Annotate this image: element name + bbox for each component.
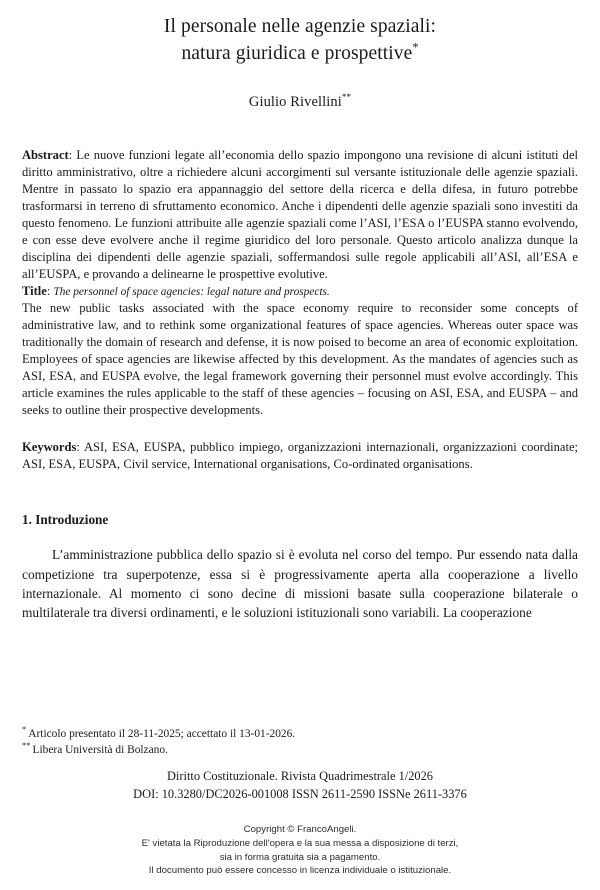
abstract-english-block [22,283,578,419]
copyright-line-2: E' vietata la Riproduzione dell'opera e la sua messa a disposizione di terzi, [141,837,459,849]
journal-info-block [22,768,578,803]
copyright-line-3: sia in forma gratuita sia a pagamento. [219,851,381,863]
copyright-line-1: Copyright © FrancoAngeli. [243,824,357,835]
title-line-2-text: natura giuridica e prospettive [181,42,413,64]
author-line [22,91,578,111]
footnote-1 [22,726,578,742]
title-english-label: Title [22,283,47,298]
author-name: Giulio Rivellini [248,93,342,110]
abstract-label-separator: : [68,147,77,162]
copyright-footer [0,823,600,878]
footnotes-block [22,726,578,758]
copyright-line-4: Il documento può essere concesso in licenza individuale o istituzionale. [148,865,452,877]
title-english-separator: : [46,283,54,298]
section-paragraph-introduzione [22,545,578,622]
abstract-italian-text: Le nuove funzioni legate all’economia dello spazio impongono una revisione di alcuni istituti del diritto amministrativo, oltre a richiedere alcuni accorgimenti sul versante istituzionale delle agenzie spaziali. Mentre in passato lo spazio era appannaggio del settore della ricerca e della difesa, in futuro potrebbe trasformarsi in terreno di sfruttamento economico. Anche i dipendenti delle agenzie spaziali sono investiti da questo fenomeno. Le funzioni attribuite alle agenzie spaziali come l’ASI, l’ESA o l’EUSPA stanno evolvendo, e con esse deve evolvere anche il regime giuridico del loro personale. Questo articolo analizza dunque la disciplina dei dipendenti delle agenzie spaziali, soffermandosi sulle regole applicabili all’ASI, all’ESA e all’EUSPA, e provando a delinearne le prospettive evolutive. [22,147,579,281]
footnote-2-text: Libera Università di Bolzano. [32,744,168,757]
page-title [22,14,578,68]
abstract-label: Abstract [22,147,69,162]
abstract-english-text: The new public tasks associated with the space economy require to reconsider some concepts of administrative law, and to rethink some organizational features of space agencies. Whereas outer space was traditionally the domain of research and defense, it is now poised to become an area of economic exploitation. Employees of space agencies are likewise affected by this development. As the mandates of agencies such as ASI, ESA, and EUSPA evolve, the legal framework governing their personnel must evolve accordingly. This article examines the rules applicable to the staff of these agencies – focusing on ASI, ESA, and EUSPA – and seeks to outline their prospective developments. [22,301,578,418]
keywords-separator: : [76,440,84,455]
footnote-1-marker: * [22,724,27,735]
journal-doi-issn: DOI: 10.3280/DC2026-001008 ISSN 2611-2590 ISSNe 2611-3376 [133,786,467,801]
abstract-italian-block [22,147,578,283]
author-footnote-marker: ** [341,91,352,102]
section-heading-introduzione: 1. Introduzione [22,512,109,528]
title-line-2 [22,41,578,68]
title-block [22,0,578,111]
footnote-1-text: Articolo presentato il 28-11-2025; accettato il 13-01-2026. [28,728,296,740]
title-english-text: The personnel of space agencies: legal nature and prospects. [53,285,330,298]
footnote-2 [22,742,578,758]
journal-name-issue: Diritto Costituzionale. Rivista Quadrimestrale 1/2026 [166,769,433,783]
title-footnote-marker: * [412,40,419,55]
abstract-italian [22,147,578,283]
title-line-1: Il personale nelle agenzie spaziali: [163,16,437,37]
keywords-line [22,439,578,473]
keywords-label: Keywords [22,440,77,455]
title-english-line [22,283,578,300]
keywords-text: ASI, ESA, EUSPA, pubblico impiego, organizzazioni internazionali, organizzazioni coordinate; ASI, ESA, EUSPA, Civil service, International organisations, Co-ordinated organisations. [22,440,578,472]
keywords-block [22,439,578,473]
section-paragraph-text: L’amministrazione pubblica dello spazio si è evoluta nel corso del tempo. Pur essendo nata dalla competizione tra superpotenze, essa si è progressivamente aperta alla cooperazione a livello internazionale. Al momento ci sono decine di missioni basate sulla cooperazione bilaterale o multilaterale tra diversi ordinamenti, e le soluzioni istituzionali sono variabili. La cooperazione [22,547,578,621]
footnote-2-marker: ** [22,740,31,751]
